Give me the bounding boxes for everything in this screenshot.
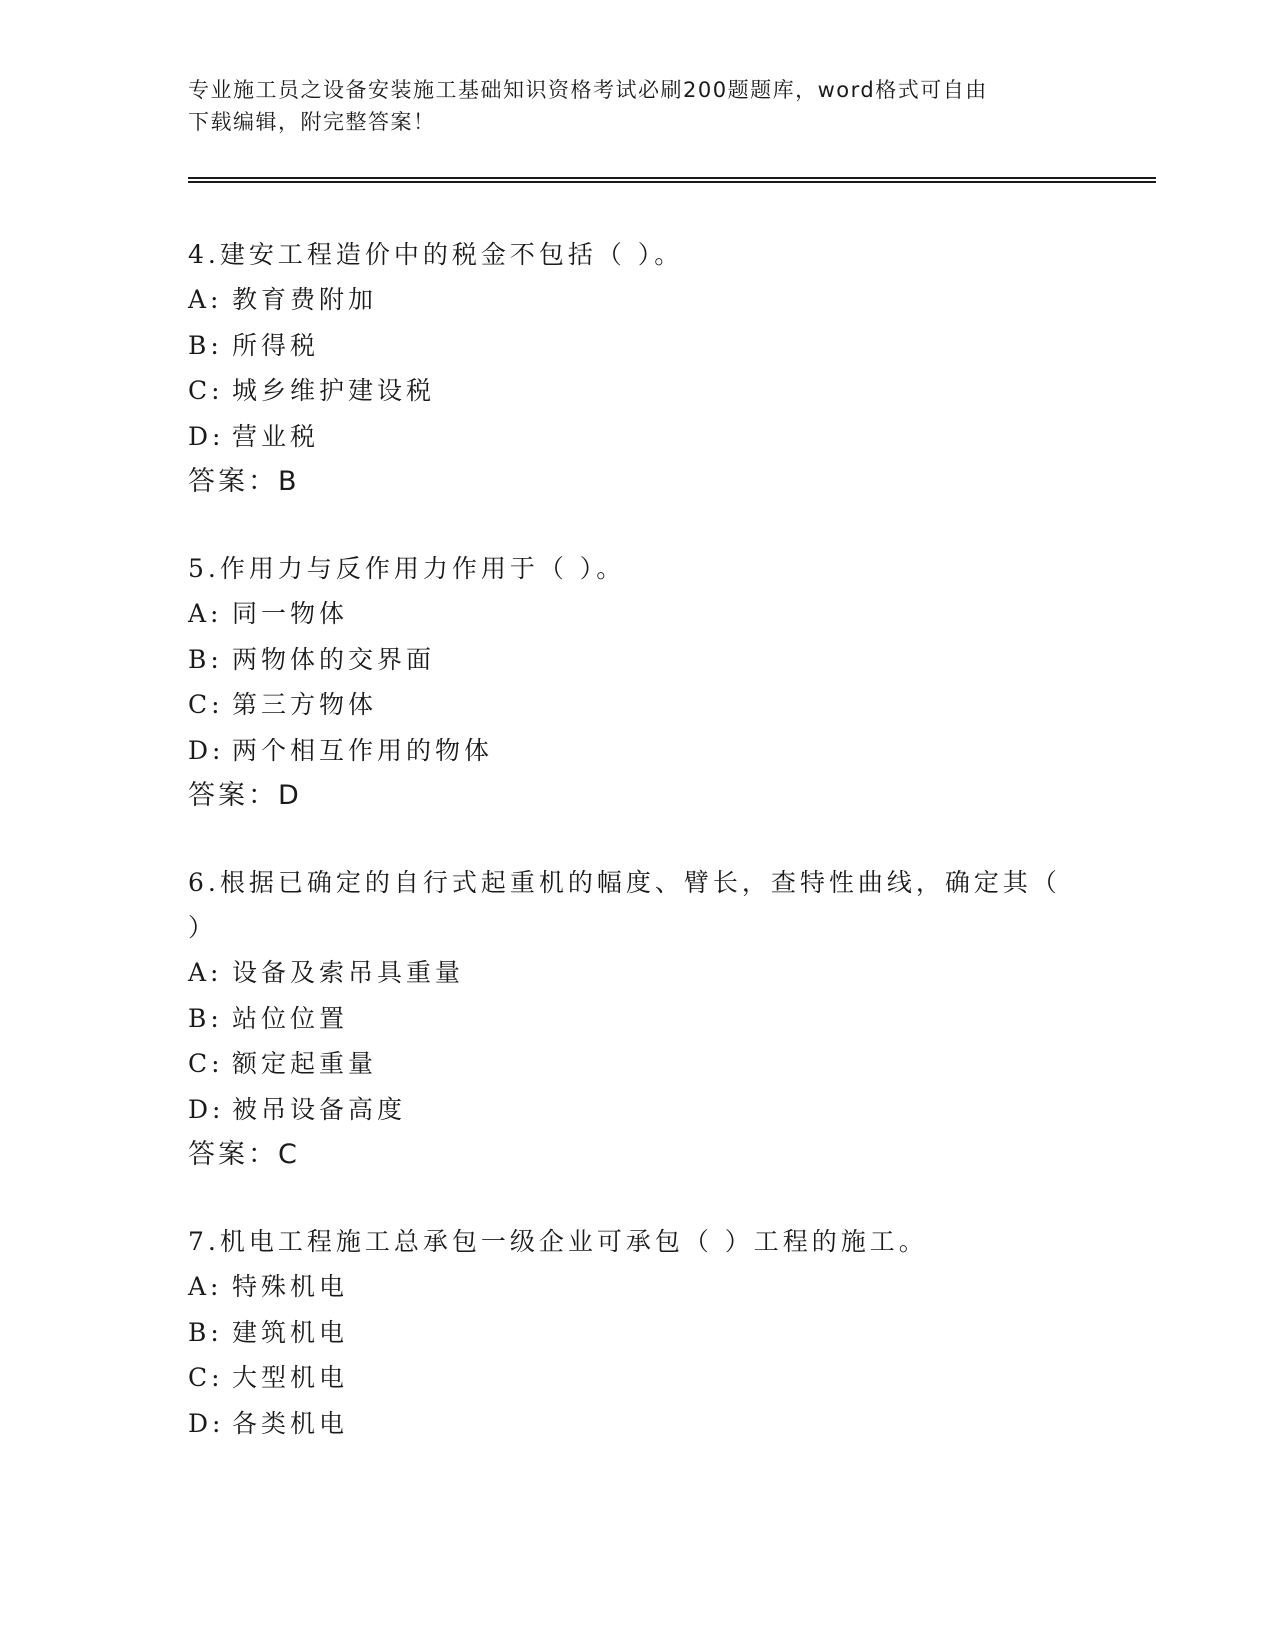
option-letter: B: (188, 644, 223, 674)
option-b (188, 323, 1068, 369)
option-letter: D: (188, 735, 225, 765)
option-b (188, 996, 1068, 1042)
header-double-rule (188, 177, 1156, 183)
option-a (188, 950, 1068, 996)
answer-key: 答案：D (188, 780, 302, 811)
question-list (188, 232, 1068, 1488)
option-text: 额定起重量 (232, 1049, 378, 1078)
option-text: 第三方物体 (232, 690, 378, 719)
question-6 (188, 860, 1068, 1177)
option-letter: A: (188, 958, 223, 987)
option-text: 被吊设备高度 (232, 1094, 407, 1124)
option-letter: C: (188, 1363, 224, 1392)
option-text: 站位位置 (232, 1003, 349, 1033)
option-d (188, 414, 1068, 460)
option-text: 建筑机电 (232, 1317, 349, 1347)
option-letter: D: (188, 1408, 225, 1438)
option-letter: C: (188, 1049, 224, 1078)
question-5 (188, 546, 1068, 818)
question-4 (188, 232, 1068, 504)
option-c (188, 368, 1068, 414)
option-text: 城乡维护建设税 (232, 376, 436, 405)
option-a (188, 591, 1068, 637)
header-line-1: 专业施工员之设备安装施工基础知识资格考试必刷200题题库，word格式可自由 (188, 78, 988, 102)
option-letter: A: (188, 1272, 223, 1301)
option-d (188, 1087, 1068, 1133)
option-letter: C: (188, 690, 224, 719)
option-text: 特殊机电 (232, 1272, 349, 1301)
option-a (188, 1264, 1068, 1310)
option-text: 同一物体 (232, 599, 349, 628)
question-stem: 6.根据已确定的自行式起重机的幅度、臂长，查特性曲线，确定其（ ） (188, 868, 1061, 942)
option-letter: B: (188, 1003, 223, 1033)
question-stem: 5.作用力与反作用力作用于（ ）。 (188, 554, 626, 583)
question-stem: 4.建安工程造价中的税金不包括（ ）。 (188, 240, 684, 269)
option-letter: C: (188, 376, 224, 405)
option-b (188, 1310, 1068, 1356)
option-a (188, 277, 1068, 323)
option-text: 营业税 (232, 421, 320, 451)
option-letter: D: (188, 1094, 225, 1124)
option-text: 大型机电 (232, 1363, 349, 1392)
option-d (188, 728, 1068, 774)
header-line-2: 下载编辑，附完整答案！ (188, 110, 436, 134)
option-letter: A: (188, 599, 223, 628)
option-letter: B: (188, 1317, 223, 1347)
option-text: 所得税 (232, 330, 320, 360)
option-d (188, 1401, 1068, 1447)
option-c (188, 682, 1068, 728)
option-text: 两物体的交界面 (232, 644, 436, 674)
answer-key: 答案：B (188, 466, 300, 497)
option-text: 两个相互作用的物体 (232, 735, 494, 765)
option-text: 教育费附加 (232, 285, 378, 314)
option-b (188, 637, 1068, 683)
option-letter: B: (188, 330, 223, 360)
option-c (188, 1355, 1068, 1401)
document-header (188, 74, 1088, 138)
option-c (188, 1041, 1068, 1087)
question-stem: 7.机电工程施工总承包一级企业可承包（ ）工程的施工。 (188, 1227, 928, 1256)
answer-key: 答案：C (188, 1139, 300, 1170)
option-letter: A: (188, 285, 223, 314)
question-7 (188, 1219, 1068, 1446)
option-text: 各类机电 (232, 1408, 349, 1438)
option-letter: D: (188, 421, 225, 451)
option-text: 设备及索吊具重量 (232, 958, 465, 987)
